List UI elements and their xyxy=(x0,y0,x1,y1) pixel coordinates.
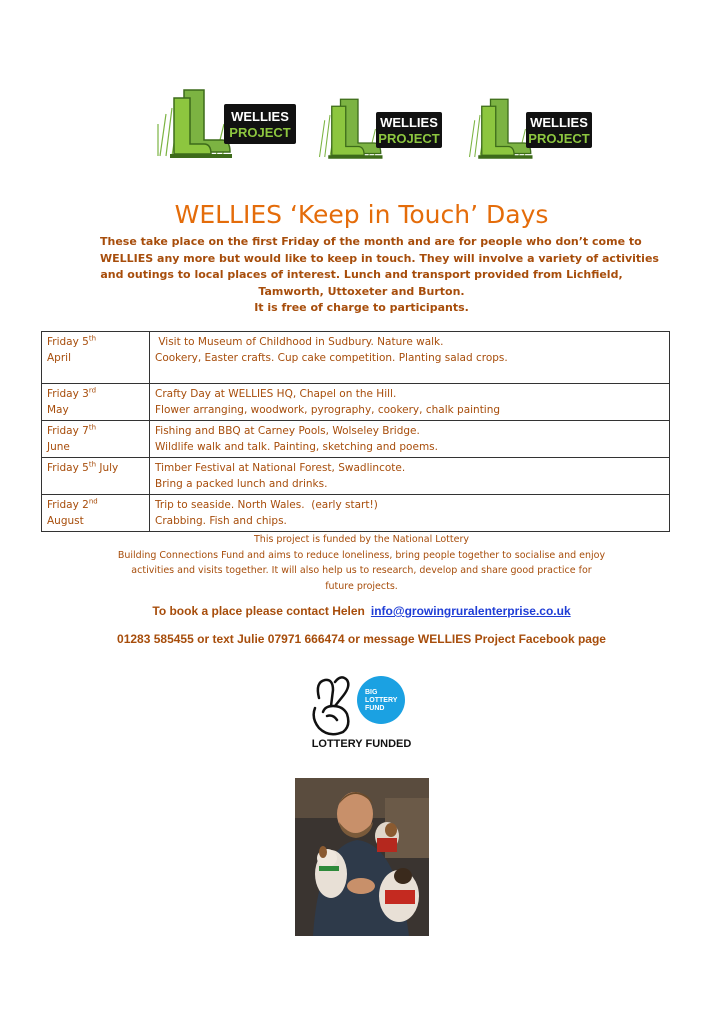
activity-cell xyxy=(150,384,670,421)
date-month: July xyxy=(96,462,119,474)
activity-cell xyxy=(150,458,670,495)
intro-paragraph xyxy=(100,234,659,317)
logo-wordmark xyxy=(526,112,592,148)
logo-line1: WELLIES xyxy=(530,114,588,130)
date-cell xyxy=(42,495,150,532)
date-suffix: nd xyxy=(88,497,98,506)
big-fund-line: LOTTERY xyxy=(365,697,398,704)
intro-line: and outings to local places of interest. Lunch and transport provided from Lichfield, xyxy=(100,268,623,281)
activity-line: Timber Festival at National Forest, Swadlincote. xyxy=(155,462,406,474)
wellies-logo xyxy=(316,94,444,174)
date-month: June xyxy=(47,441,70,453)
activity-line: Cookery, Easter crafts. Cup cake competition. Planting salad crops. xyxy=(155,352,508,364)
date-cell xyxy=(42,421,150,458)
date-suffix: th xyxy=(88,460,97,469)
activity-line: Bring a packed lunch and drinks. xyxy=(155,478,328,490)
wellies-logo xyxy=(466,94,594,174)
intro-line: WELLIES any more but would like to keep in touch. They will involve a variety of activities xyxy=(100,251,659,265)
logo-line2: PROJECT xyxy=(229,124,291,140)
photo-illustration xyxy=(295,778,429,936)
activity-cell xyxy=(150,421,670,458)
intro-line: These take place on the first Friday of the month and are for people who don’t come to xyxy=(100,235,642,248)
table-row xyxy=(42,458,670,495)
funding-line: future projects. xyxy=(325,580,398,592)
date-cell xyxy=(42,332,150,384)
date-cell xyxy=(42,384,150,421)
date-text: Friday 5 xyxy=(47,336,89,348)
date-suffix: th xyxy=(88,334,97,343)
table-row xyxy=(42,495,670,532)
funding-line: This project is funded by the National Lottery xyxy=(254,534,469,545)
funding-line: Building Connections Fund and aims to reduce loneliness, bring people together to socialise and enjoy xyxy=(117,549,606,561)
big-fund-line: FUND xyxy=(365,705,385,712)
activity-line: Wildlife walk and talk. Painting, sketching and poems. xyxy=(155,441,438,453)
logo-wordmark xyxy=(376,112,442,148)
logo-line1: WELLIES xyxy=(231,108,289,124)
logo-line2: PROJECT xyxy=(528,130,590,146)
date-text: Friday 5 xyxy=(47,462,89,474)
schedule-table xyxy=(41,331,670,532)
contact-line: 01283 585455 or text Julie 07971 666474 or message WELLIES Project Facebook page xyxy=(117,632,606,646)
photo-man-with-dogs xyxy=(295,778,429,936)
booking-text: To book a place please contact Helen xyxy=(152,604,365,618)
activity-line: Crabbing. Fish and chips. xyxy=(155,515,287,527)
table-row xyxy=(42,421,670,458)
logo-line1: WELLIES xyxy=(380,114,438,130)
activity-line: Flower arranging, woodwork, pyrography, cookery, chalk painting xyxy=(155,404,501,416)
activity-cell xyxy=(150,332,670,384)
page-title: WELLIES ‘Keep in Touch’ Days xyxy=(174,200,549,229)
activity-line: Fishing and BBQ at Carney Pools, Wolseley Bridge. xyxy=(155,425,420,437)
date-suffix: th xyxy=(88,423,97,432)
lottery-funded-label: LOTTERY FUNDED xyxy=(311,738,412,750)
date-text: Friday 7 xyxy=(47,425,89,437)
date-month: April xyxy=(47,352,71,364)
funding-line: activities and visits together. It will also help us to research, develop and share good practice for xyxy=(131,565,592,576)
activity-line: Visit to Museum of Childhood in Sudbury. Nature walk. xyxy=(155,336,444,348)
intro-line: Tamworth, Uttoxeter and Burton. xyxy=(258,284,465,298)
intro-line: It is free of charge to participants. xyxy=(254,301,469,314)
logo-wordmark xyxy=(224,104,296,144)
activity-line: Trip to seaside. North Wales. (early start!) xyxy=(155,499,378,511)
date-text: Friday 2 xyxy=(47,499,89,511)
logo-line2: PROJECT xyxy=(378,130,440,146)
logo-row xyxy=(0,84,723,164)
big-fund-line: BIG xyxy=(365,689,378,696)
booking-line xyxy=(0,604,723,618)
funding-note xyxy=(100,532,623,594)
date-text: Friday 3 xyxy=(47,388,89,400)
table-row xyxy=(42,332,670,384)
activity-cell xyxy=(150,495,670,532)
date-cell xyxy=(42,458,150,495)
date-month: August xyxy=(47,515,84,527)
table-row xyxy=(42,384,670,421)
wellies-logo xyxy=(156,84,298,164)
activity-line: Crafty Day at WELLIES HQ, Chapel on the Hill. xyxy=(155,388,397,400)
date-suffix: rd xyxy=(88,386,97,395)
email-link[interactable]: info@growingruralenterprise.co.uk xyxy=(370,604,571,618)
date-month: May xyxy=(47,404,69,416)
crossed-fingers-icon xyxy=(305,672,425,738)
